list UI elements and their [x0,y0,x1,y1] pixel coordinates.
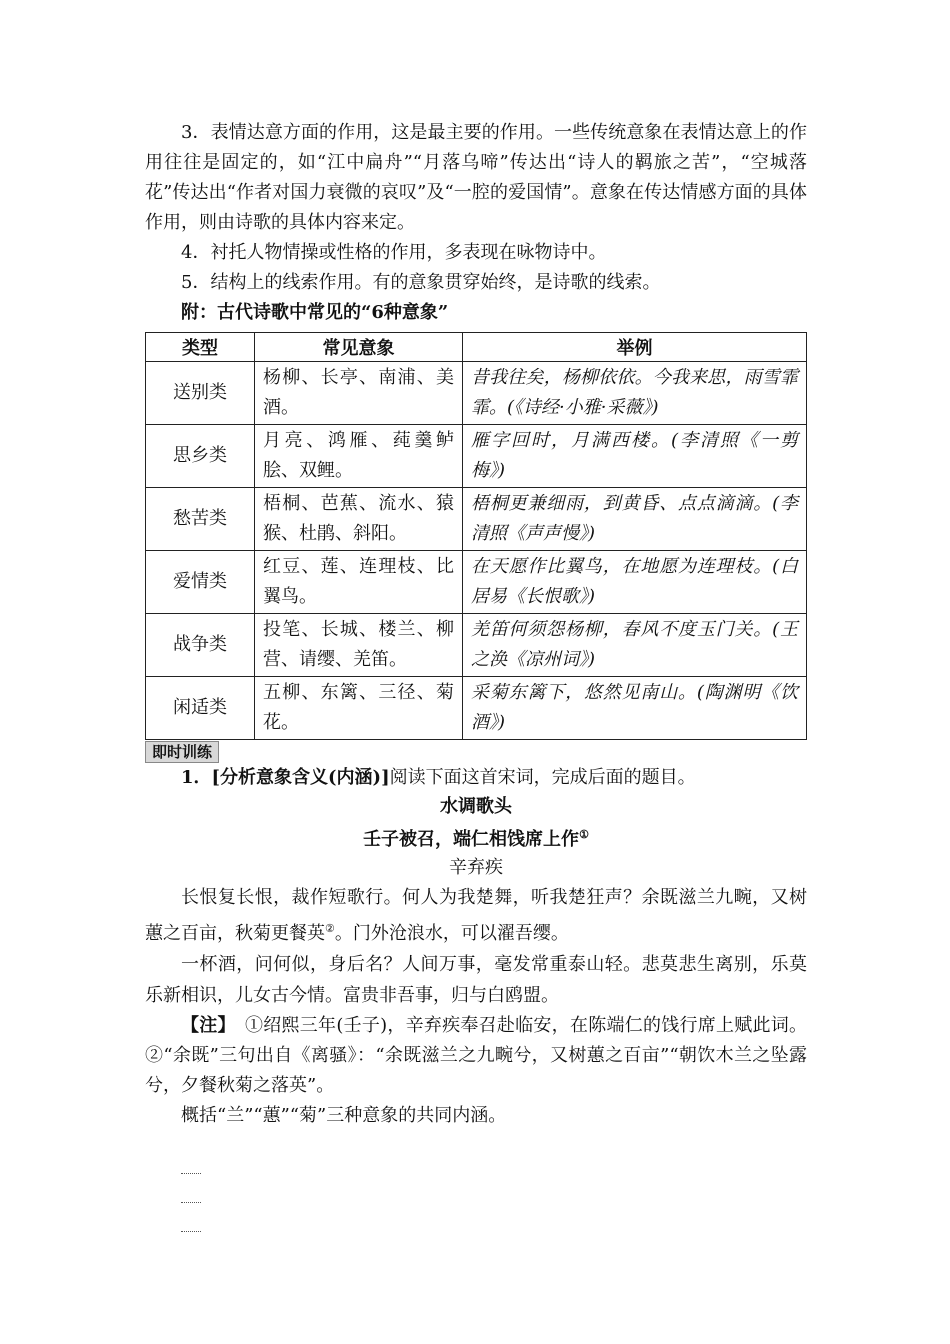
paragraph-5: 5．结构上的线索作用。有的意象贯穿始终，是诗歌的线索。 [181,272,661,293]
cell-example: 在天愿作比翼鸟，在地愿为连理枝。(白居易《长恨歌》) [463,551,807,614]
note-text: ①绍熙三年(壬子)，辛弃疾奉召赴临安，在陈端仁的饯行席上赋此词。②“余既”三句出自《离骚》：“余既滋兰之九畹兮，又树蕙之百亩”“朝饮木兰之坠露兮，夕餐秋菊之落英”。 [145,1015,808,1096]
cell-images: 月亮、鸿雁、莼羹鲈脍、双鲤。 [255,425,463,488]
paragraph-3: 3．表情达意方面的作用，这是最主要的作用。一些传统意象在表情达意上的作用往往是固定的，如“江中扁舟”“月落乌啼”传达出“诗人的羁旅之苦”，“空城落花”传达出“作者对国力衰微的哀叹”及“一腔的爱国情”。意象在传达情感方面的具体作用，则由诗歌的具体内容来定。 [145,122,807,233]
question-prefix: 1．[分析意象含义(内涵)] [181,767,390,788]
cell-example: 梧桐更兼细雨，到黄昏、点点滴滴。(李清照《声声慢》) [463,488,807,551]
cell-type: 战争类 [146,614,255,677]
table-row [146,488,807,551]
poem-stanza-1 [145,882,807,949]
cell-example: 昔我往矣，杨柳依依。今我来思，雨雪霏霏。(《诗经·小雅·采薇》) [463,362,807,425]
cell-type: 闲适类 [146,677,255,740]
cell-images: 投笔、长城、楼兰、柳营、请缨、羌笛。 [255,614,463,677]
table-header-row [146,333,807,362]
answer-line[interactable] [181,1145,201,1174]
cell-type: 愁苦类 [146,488,255,551]
header-images: 常见意象 [255,333,463,362]
cell-images: 五柳、东篱、三径、菊花。 [255,677,463,740]
question-prompt: 概括“兰”“蕙”“菊”三种意象的共同内涵。 [181,1105,507,1126]
document-page [145,118,807,1232]
header-type: 类型 [146,333,255,362]
poem-stanza-2: 一杯酒，问何似，身后名？人间万事，毫发常重泰山轻。悲莫悲生离别，乐莫乐新相识，儿女古今情。富贵非吾事，归与白鸥盟。 [145,954,807,1006]
poem-subtitle [145,821,807,854]
question-text: 阅读下面这首宋词，完成后面的题目。 [389,767,696,788]
table-row [146,614,807,677]
note-label: 【注】 [181,1015,227,1036]
table-row [146,425,807,488]
footnote-mark: ① [579,828,589,841]
cell-images: 红豆、莲、连理枝、比翼鸟。 [255,551,463,614]
paragraph-4: 4．衬托人物情操或性格的作用，多表现在咏物诗中。 [181,242,607,263]
cell-type: 思乡类 [146,425,255,488]
training-badge: 即时训练 [145,741,219,763]
table-row [146,677,807,740]
stanza-1-text: 长恨复长恨，裁作短歌行。何人为我楚舞，听我楚狂声？余既滋兰九畹，又树蕙之百亩，秋菊更餐英 [145,887,807,944]
training-badge-wrap [145,740,807,763]
appendix-title: 附：古代诗歌中常见的“6种意象” [181,302,449,323]
note-paragraph [145,1011,807,1101]
poem-subtitle-text: 壬子被召，端仁相饯席上作 [363,829,580,850]
cell-example: 采菊东篱下，悠然见南山。(陶渊明《饮酒》) [463,677,807,740]
cell-images: 梧桐、芭蕉、流水、猿猴、杜鹃、斜阳。 [255,488,463,551]
answer-line[interactable] [181,1174,201,1203]
table-row [146,362,807,425]
cell-type: 送别类 [146,362,255,425]
header-example: 举例 [463,333,807,362]
imagery-table [145,332,807,740]
footnote-mark: ② [325,922,335,935]
stanza-1-tail: 。门外沧浪水，可以濯吾缨。 [334,923,569,944]
poem-author: 辛弃疾 [449,857,503,878]
question-1 [145,763,807,793]
cell-images: 杨柳、长亭、南浦、美酒。 [255,362,463,425]
poem-title: 水调歌头 [440,796,512,817]
cell-example: 雁字回时，月满西楼。(李清照《一剪梅》) [463,425,807,488]
answer-line[interactable] [181,1203,201,1232]
cell-example: 羌笛何须怨杨柳，春风不度玉门关。(王之涣《凉州词》) [463,614,807,677]
cell-type: 爱情类 [146,551,255,614]
table-row [146,551,807,614]
